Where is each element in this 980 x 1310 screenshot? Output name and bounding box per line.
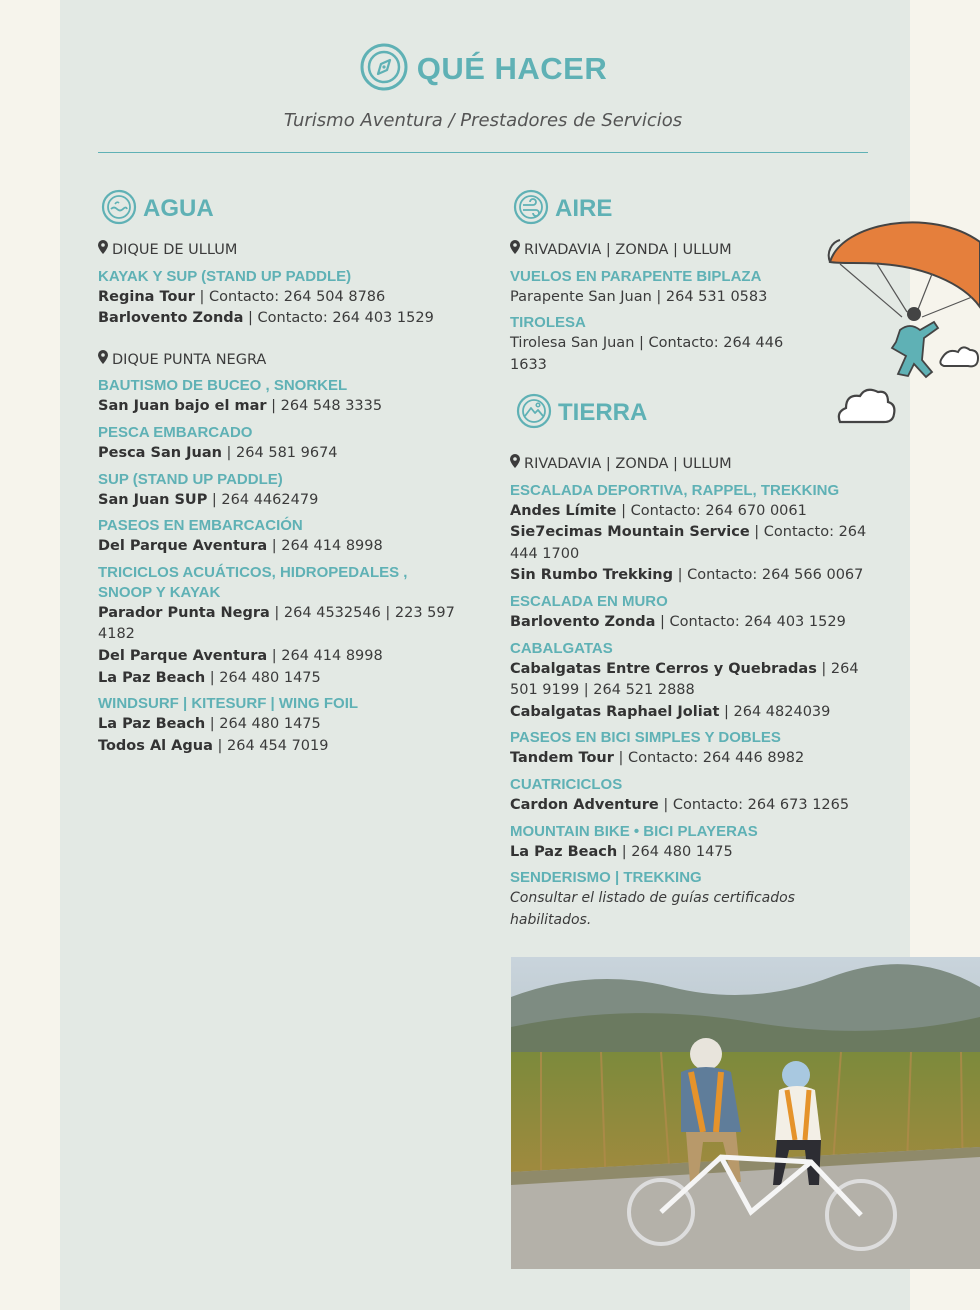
air-wind-icon: [513, 189, 549, 229]
category-title: MOUNTAIN BIKE • BICI PLAYERAS: [510, 822, 758, 840]
category-title: BAUTISMO DE BUCEO , SNORKEL: [98, 377, 348, 395]
category-title: SENDERISMO | TREKKING: [510, 869, 702, 887]
category-title: PASEOS EN BICI SIMPLES Y DOBLES: [510, 729, 781, 747]
provider-line: Parapente San Juan | 264 531 0583: [510, 288, 768, 305]
provider-line: Andes Límite | Contacto: 264 670 0061: [510, 502, 807, 519]
location-label: RIVADAVIA | ZONDA | ULLUM: [510, 240, 820, 262]
map-pin-icon: [98, 240, 108, 262]
provider-line: Del Parque Aventura | 264 414 8998: [98, 647, 383, 664]
provider-line: Regina Tour | Contacto: 264 504 8786: [98, 288, 386, 305]
provider-line: Sin Rumbo Trekking | Contacto: 264 566 0067: [510, 567, 864, 584]
agua-column: [98, 240, 478, 757]
provider-line: Cabalgatas Entre Cerros y Quebradas | 264 501 9199 | 264 521 2888: [510, 660, 859, 699]
provider-line: Cabalgatas Raphael Joliat | 264 4824039: [510, 703, 831, 720]
tierra-title: TIERRA: [558, 399, 648, 426]
category-title: WINDSURF | KITESURF | WING FOIL: [98, 695, 359, 713]
map-pin-icon: [510, 240, 520, 262]
provider-line: Barlovento Zonda | Contacto: 264 403 1529: [98, 310, 434, 327]
provider-line: Pesca San Juan | 264 581 9674: [98, 444, 338, 461]
aire-column: [510, 240, 820, 376]
provider-line: San Juan SUP | 264 4462479: [98, 491, 319, 508]
page-header: [98, 40, 868, 131]
location-label: DIQUE DE ULLUM: [98, 240, 478, 262]
category-title: CUATRICICLOS: [510, 775, 623, 793]
provider-note: Consultar el listado de guías certificados habilitados.: [510, 890, 795, 928]
agua-title: AGUA: [143, 195, 214, 222]
agua-heading: [101, 189, 214, 229]
location-label: RIVADAVIA | ZONDA | ULLUM: [510, 454, 875, 476]
paraglider-illustration: [822, 212, 980, 391]
header-divider: [98, 152, 868, 153]
category-title: ESCALADA DEPORTIVA, RAPPEL, TREKKING: [510, 481, 840, 499]
category-title: ESCALADA EN MURO: [510, 592, 668, 610]
provider-line: Del Parque Aventura | 264 414 8998: [98, 538, 383, 555]
provider-line: Tirolesa San Juan | Contacto: 264 446 1633: [510, 335, 784, 373]
provider-line: Barlovento Zonda | Contacto: 264 403 1529: [510, 613, 846, 630]
mountain-icon: [516, 393, 552, 433]
category-title: PASEOS EN EMBARCACIÓN: [98, 517, 303, 535]
category-title: CABALGATAS: [510, 639, 613, 657]
provider-line: Cardon Adventure | Contacto: 264 673 1265: [510, 796, 850, 813]
provider-line: Sie7ecimas Mountain Service | Contacto: 264 444 1700: [510, 524, 867, 562]
aire-heading: [513, 189, 612, 229]
category-title: TRICICLOS ACUÁTICOS, HIDROPEDALES , SNOOP Y KAYAK: [98, 563, 408, 601]
tierra-heading: [516, 393, 647, 433]
provider-line: Parador Punta Negra | 264 4532546 | 223 597 4182: [98, 604, 455, 643]
provider-line: Todos Al Agua | 264 454 7019: [98, 737, 329, 754]
water-wave-icon: [101, 189, 137, 229]
category-title: PESCA EMBARCADO: [98, 423, 253, 441]
provider-line: San Juan bajo el mar | 264 548 3335: [98, 398, 383, 415]
map-pin-icon: [510, 454, 520, 476]
category-title: VUELOS EN PARAPENTE BIPLAZA: [510, 267, 762, 285]
provider-line: La Paz Beach | 264 480 1475: [98, 716, 321, 733]
page-subtitle: Turismo Aventura / Prestadores de Servicios: [283, 110, 683, 131]
provider-line: La Paz Beach | 264 480 1475: [510, 843, 733, 860]
page-title: QUÉ HACER: [416, 51, 608, 86]
cloud-illustration: [836, 388, 896, 430]
category-title: SUP (STAND UP PADDLE): [98, 470, 283, 488]
category-title: TIROLESA: [510, 314, 586, 332]
location-label: DIQUE PUNTA NEGRA: [98, 350, 478, 372]
provider-line: La Paz Beach | 264 480 1475: [98, 669, 321, 686]
provider-line: Tandem Tour | Contacto: 264 446 8982: [510, 750, 805, 767]
tierra-column: [510, 454, 875, 931]
tandem-bike-photo: [511, 957, 980, 1269]
map-pin-icon: [98, 350, 108, 372]
aire-title: AIRE: [555, 195, 613, 222]
compass-icon: [359, 42, 409, 96]
category-title: KAYAK Y SUP (STAND UP PADDLE): [98, 267, 352, 285]
